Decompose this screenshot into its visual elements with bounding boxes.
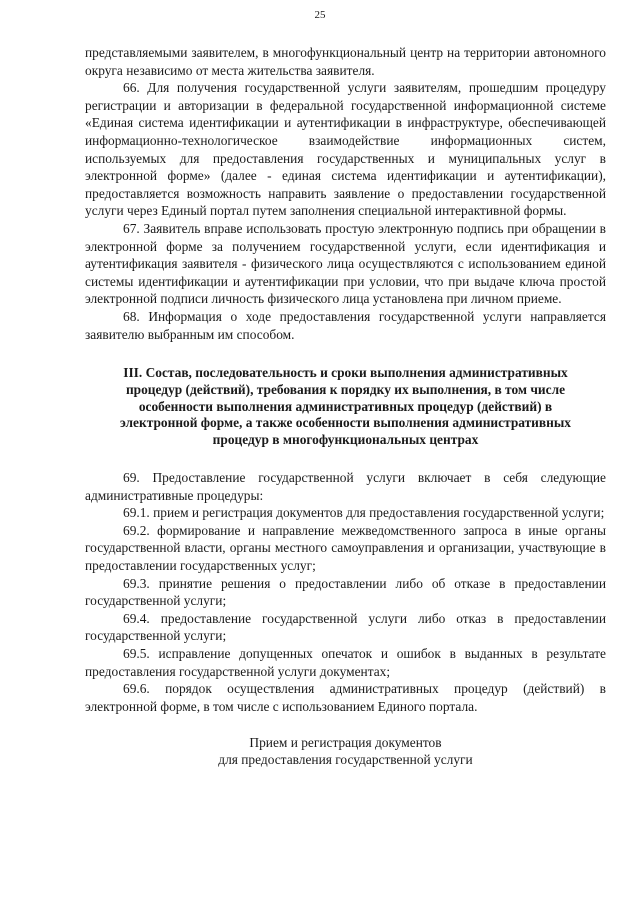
paragraph-66: 66. Для получения государственной услуги заявителям, прошедшим процедуру регистрации и авторизации в федеральной государственной информационной системе «Единая система идентификации и аутентификации в инфраструктуре, обеспечивающей информационно-технологическое взаимодействие информационных систем, используемых для предоставления государственных и муниципальных услуг в электронной форме» (далее - единая система идентификации и аутентификации), предоставляется возможность направить заявление о предоставлении государственной услуги через Единый портал путем заполнения специальной интерактивной формы.: [85, 80, 606, 219]
paragraph-69-6: 69.6. порядок осуществления административных процедур (действий) в электронной форме, в том числе с использованием Единого портала.: [85, 681, 606, 714]
subsection-heading: [85, 735, 606, 769]
document-body: [85, 44, 606, 769]
page-number: 25: [314, 9, 326, 21]
paragraph-67: 67. Заявитель вправе использовать простую электронную подпись при обращении в электронной форме за получением государственной услуги, если идентификация и аутентификация заявителя - физического лица осуществляются с использованием единой системы идентификации и аутентификации при условии, что при выдаче ключа простой электронной подписи личность физического лица установлена при личном приеме.: [85, 220, 606, 307]
subsection-heading-line-2: для предоставления государственной услуги: [218, 752, 473, 768]
paragraph-65-continuation: представляемыми заявителем, в многофункциональный центр на территории автономного округа независимо от места жительства заявителя.: [85, 45, 606, 78]
paragraph-68: 68. Информация о ходе предоставления государственной услуги направляется заявителю выбранным им способом.: [85, 308, 606, 342]
paragraph-69-5: 69.5. исправление допущенных опечаток и ошибок в выданных в результате предоставления государственной услуги документах;: [85, 646, 606, 679]
paragraph-69-4: 69.4. предоставление государственной услуги либо отказ в предоставлении государственной услуги;: [85, 610, 606, 644]
paragraph-69-1: 69.1. прием и регистрация документов для предоставления государственной услуги;: [123, 505, 605, 521]
paragraph-69-3: 69.3. принятие решения о предоставлении либо об отказе в предоставлении государственной услуги;: [85, 575, 606, 609]
paragraph-69: 69. Предоставление государственной услуги включает в себя следующие административные процедуры:: [85, 470, 606, 503]
subsection-heading-line-1: Прием и регистрация документов: [249, 735, 442, 751]
paragraph-69-2: 69.2. формирование и направление межведомственного запроса в иные органы государственной власти, органы местного самоуправления и организации, участвующие в предоставлении государственных услуг;: [85, 522, 606, 574]
section-heading: III. Состав, последовательность и сроки выполнения административных процедур (действий), требования к порядку их выполнения, в том числе особенности выполнения административных процедур (действий) в электронной форме, а также особенности выполнения административных процедур в многофункциональных центрах: [120, 365, 571, 448]
